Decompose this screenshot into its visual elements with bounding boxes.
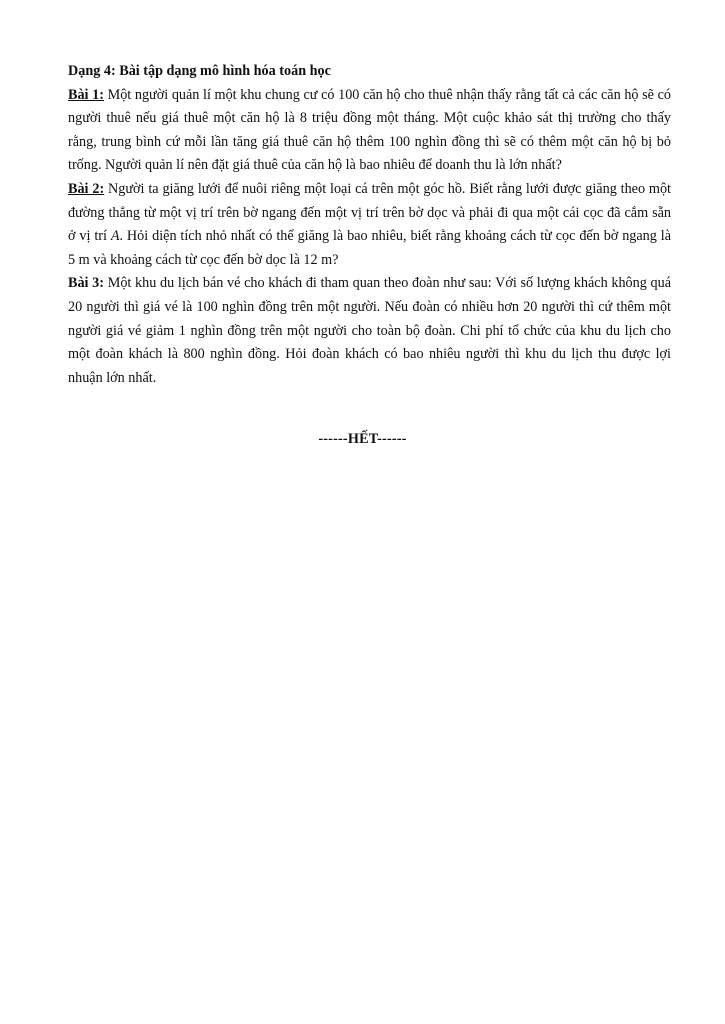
problem-2: [68, 178, 671, 272]
problem-2-text-end: . Hỏi diện tích nhỏ nhất có thể giăng là bao nhiêu, biết rằng khoảng cách từ cọc đến bờ ngang là 5 m và khoảng cách từ cọc đến bờ dọc là 12 m?: [68, 228, 671, 268]
section-heading: Dạng 4: Bài tập dạng mô hình hóa toán học: [68, 63, 331, 79]
problem-1: [68, 84, 671, 178]
point-a-label: A: [110, 228, 120, 245]
problem-1-text: Một người quản lí một khu chung cư có 100 căn hộ cho thuê nhận thấy rằng tất cả các căn hộ sẽ có người thuê nếu giá thuê một căn hộ là 8 triệu đồng một tháng. Một cuộc khảo sát thị trường cho thấy rằng, trung bình cứ mỗi lần tăng giá thuê căn hộ thêm 100 nghìn đồng thì sẽ có thêm một căn hộ bị bỏ trống. Người quản lí nên đặt giá thuê của căn hộ là bao nhiêu để doanh thu là lớn nhất?: [68, 86, 671, 174]
problem-2-text-start: Người ta giăng lưới để nuôi riêng một loại cá trên một góc hồ. Biết rằng lưới được giăng theo một đường thẳng từ một vị trí trên bờ ngang đến một vị trí trên bờ dọc và phải đi qua một cái cọc đã cắm sẵn ở vị trí: [68, 180, 671, 245]
problem-3-text: Một khu du lịch bán vé cho khách đi tham quan theo đoàn như sau: Với số lượng khách không quá 20 người thì giá vé là 100 nghìn đồng trên một người. Nếu đoàn có nhiều hơn 20 người thì cứ thêm một người giá vé giảm 1 nghìn đồng trên một người cho toàn bộ đoàn. Chi phí tổ chức của khu du lịch cho một đoàn khách là 800 nghìn đồng. Hỏi đoàn khách có bao nhiêu người thì khu du lịch thu được lợi nhuận lớn nhất.: [68, 275, 671, 386]
problem-3: [68, 272, 671, 390]
problem-1-label: Bài 1:: [68, 86, 104, 103]
end-marker: ------HẾT------: [318, 431, 407, 447]
problem-3-label: Bài 3:: [68, 275, 105, 292]
problem-2-label: Bài 2:: [68, 180, 105, 197]
document-body: [68, 60, 671, 390]
